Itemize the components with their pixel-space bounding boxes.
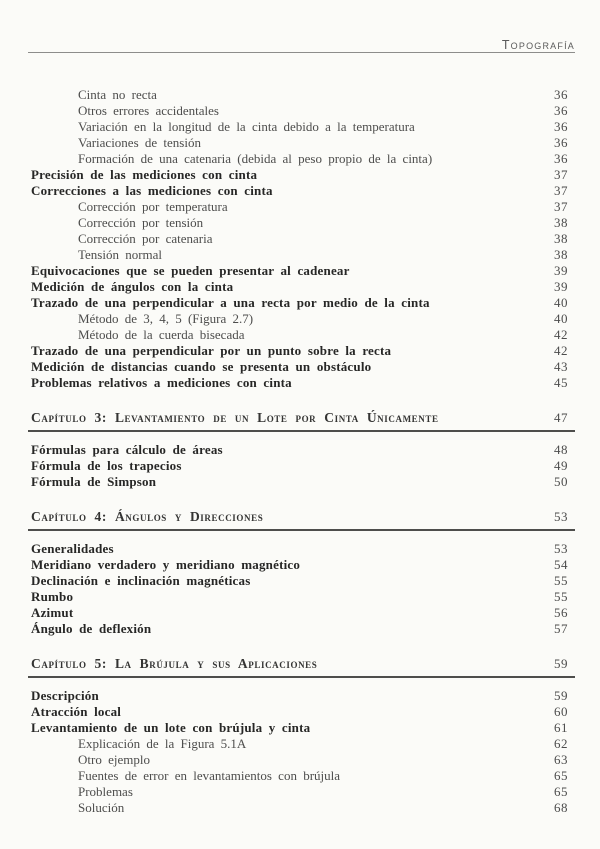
toc-entry-row [31, 605, 568, 621]
toc-page-number: 43 [554, 359, 568, 374]
toc-page-number: 36 [554, 151, 568, 166]
toc-entry-row [31, 736, 568, 752]
toc-page-number: 36 [554, 119, 568, 134]
toc-page-number: 65 [554, 768, 568, 783]
toc-page-number: 37 [554, 199, 568, 214]
toc-page-number: 47 [554, 410, 568, 425]
toc-entry-label: Variación en la longitud de la cinta debido a la temperatura [78, 119, 415, 134]
toc-chapter-row [28, 410, 575, 432]
toc-entry-row [31, 704, 568, 720]
toc-page-number: 48 [554, 442, 568, 457]
toc-entry-label: Atracción local [31, 704, 122, 719]
toc-entry-row [31, 119, 568, 135]
toc-page-number: 50 [554, 474, 568, 489]
toc-entry-label: Solución [78, 800, 125, 815]
toc-page-number: 49 [554, 458, 568, 473]
toc-page-number: 56 [554, 605, 568, 620]
toc-entry-row [31, 768, 568, 784]
toc-entry-label: Fórmula de los trapecios [31, 458, 182, 473]
toc-entry-row [31, 800, 568, 816]
toc-entry-row [31, 752, 568, 768]
toc-page-number: 53 [554, 541, 568, 556]
toc-page-number: 59 [554, 688, 568, 703]
toc-page-number: 36 [554, 103, 568, 118]
toc-page-number: 38 [554, 215, 568, 230]
toc-entry-row [31, 359, 568, 375]
toc-entry-label: Cinta no recta [78, 87, 157, 102]
toc-page-number: 60 [554, 704, 568, 719]
toc-entry-row [31, 720, 568, 736]
toc-page-number: 53 [554, 509, 568, 524]
toc-page-number: 36 [554, 87, 568, 102]
toc-entry-label: Levantamiento de un lote con brújula y cinta [31, 720, 311, 735]
toc-entry-label: Formación de una catenaria (debida al peso propio de la cinta) [78, 151, 433, 166]
toc-entry-row [31, 199, 568, 215]
toc-page-number: 65 [554, 784, 568, 799]
toc-entry-row [31, 474, 568, 490]
toc-entry-label: Declinación e inclinación magnéticas [31, 573, 251, 588]
toc-page-number: 36 [554, 135, 568, 150]
toc-entry-row [31, 442, 568, 458]
toc-page-number: 39 [554, 263, 568, 278]
toc-entry-row [31, 183, 568, 199]
toc-page-number: 62 [554, 736, 568, 751]
toc-entry-label: Medición de distancias cuando se presenta un obstáculo [31, 359, 372, 374]
toc-entry-row [31, 573, 568, 589]
toc-entry-label: Azimut [31, 605, 74, 620]
toc-entry-label: Problemas relativos a mediciones con cinta [31, 375, 292, 390]
toc-entry-label: Fuentes de error en levantamientos con brújula [78, 768, 341, 783]
toc-entry-label: Generalidades [31, 541, 114, 556]
toc-page-number: 42 [554, 343, 568, 358]
toc-entry-label: Corrección por temperatura [78, 199, 228, 214]
toc-entry-row [31, 327, 568, 343]
toc-entry-label: Descripción [31, 688, 99, 703]
toc-chapter-row [28, 509, 575, 531]
toc-entry-label: Corrección por catenaria [78, 231, 213, 246]
toc-page-number: 40 [554, 311, 568, 326]
toc-page-number: 55 [554, 589, 568, 604]
toc-entry-row [31, 231, 568, 247]
toc-page-number: 37 [554, 167, 568, 182]
toc-entry-row [31, 688, 568, 704]
toc-entry-label: Otro ejemplo [78, 752, 150, 767]
header-rule [28, 52, 575, 53]
toc-entry-label: Fórmula de Simpson [31, 474, 157, 489]
toc-page-number: 39 [554, 279, 568, 294]
toc-entry-label: Trazado de una perpendicular por un punto sobre la recta [31, 343, 392, 358]
toc-entry-label: Corrección por tensión [78, 215, 204, 230]
toc-entry-row [31, 151, 568, 167]
toc-entry-row [31, 103, 568, 119]
toc-page-number: 38 [554, 231, 568, 246]
toc-entry-row [31, 87, 568, 103]
toc-entry-label: Variaciones de tensión [78, 135, 201, 150]
toc-chapter-title: Capítulo 3: Levantamiento de un Lote por Cinta Únicamente [31, 410, 439, 425]
toc-entry-row [31, 621, 568, 637]
toc-list [31, 87, 568, 816]
toc-entry-label: Fórmulas para cálculo de áreas [31, 442, 223, 457]
toc-entry-label: Equivocaciones que se pueden presentar al cadenear [31, 263, 350, 278]
toc-page-number: 68 [554, 800, 568, 815]
toc-entry-label: Explicación de la Figura 5.1A [78, 736, 247, 751]
toc-entry-row [31, 589, 568, 605]
toc-entry-label: Método de la cuerda bisecada [78, 327, 245, 342]
toc-entry-label: Problemas [78, 784, 133, 799]
toc-page-number: 54 [554, 557, 568, 572]
toc-entry-row [31, 375, 568, 391]
toc-entry-row [31, 311, 568, 327]
toc-entry-row [31, 167, 568, 183]
toc-page-number: 57 [554, 621, 568, 636]
toc-page-number: 40 [554, 295, 568, 310]
toc-entry-label: Ángulo de deflexión [31, 621, 152, 636]
toc-page-number: 42 [554, 327, 568, 342]
toc-entry-row [31, 135, 568, 151]
toc-entry-label: Medición de ángulos con la cinta [31, 279, 234, 294]
toc-entry-row [31, 458, 568, 474]
running-header-title: Topografía [501, 38, 575, 52]
toc-page-number: 55 [554, 573, 568, 588]
toc-entry-label: Rumbo [31, 589, 74, 604]
toc-entry-label: Tensión normal [78, 247, 163, 262]
toc-entry-label: Precisión de las mediciones con cinta [31, 167, 258, 182]
toc-entry-row [31, 279, 568, 295]
toc-page-number: 37 [554, 183, 568, 198]
toc-entry-label: Meridiano verdadero y meridiano magnético [31, 557, 301, 572]
toc-entry-label: Método de 3, 4, 5 (Figura 2.7) [78, 311, 254, 326]
toc-chapter-row [28, 656, 575, 678]
toc-chapter-title: Capítulo 4: Ángulos y Direcciones [31, 509, 264, 524]
toc-entry-row [31, 247, 568, 263]
toc-page-number: 59 [554, 656, 568, 671]
toc-entry-label: Otros errores accidentales [78, 103, 219, 118]
toc-entry-row [31, 557, 568, 573]
toc-entry-row [31, 541, 568, 557]
toc-entry-label: Trazado de una perpendicular a una recta por medio de la cinta [31, 295, 430, 310]
toc-entry-label: Correcciones a las mediciones con cinta [31, 183, 273, 198]
toc-page-number: 63 [554, 752, 568, 767]
toc-page-number: 45 [554, 375, 568, 390]
toc-chapter-title: Capítulo 5: La Brújula y sus Aplicaciones [31, 656, 318, 671]
toc-entry-row [31, 343, 568, 359]
toc-page-number: 61 [554, 720, 568, 735]
toc-page-number: 38 [554, 247, 568, 262]
toc-entry-row [31, 784, 568, 800]
toc-entry-row [31, 295, 568, 311]
toc-entry-row [31, 263, 568, 279]
toc-entry-row [31, 215, 568, 231]
